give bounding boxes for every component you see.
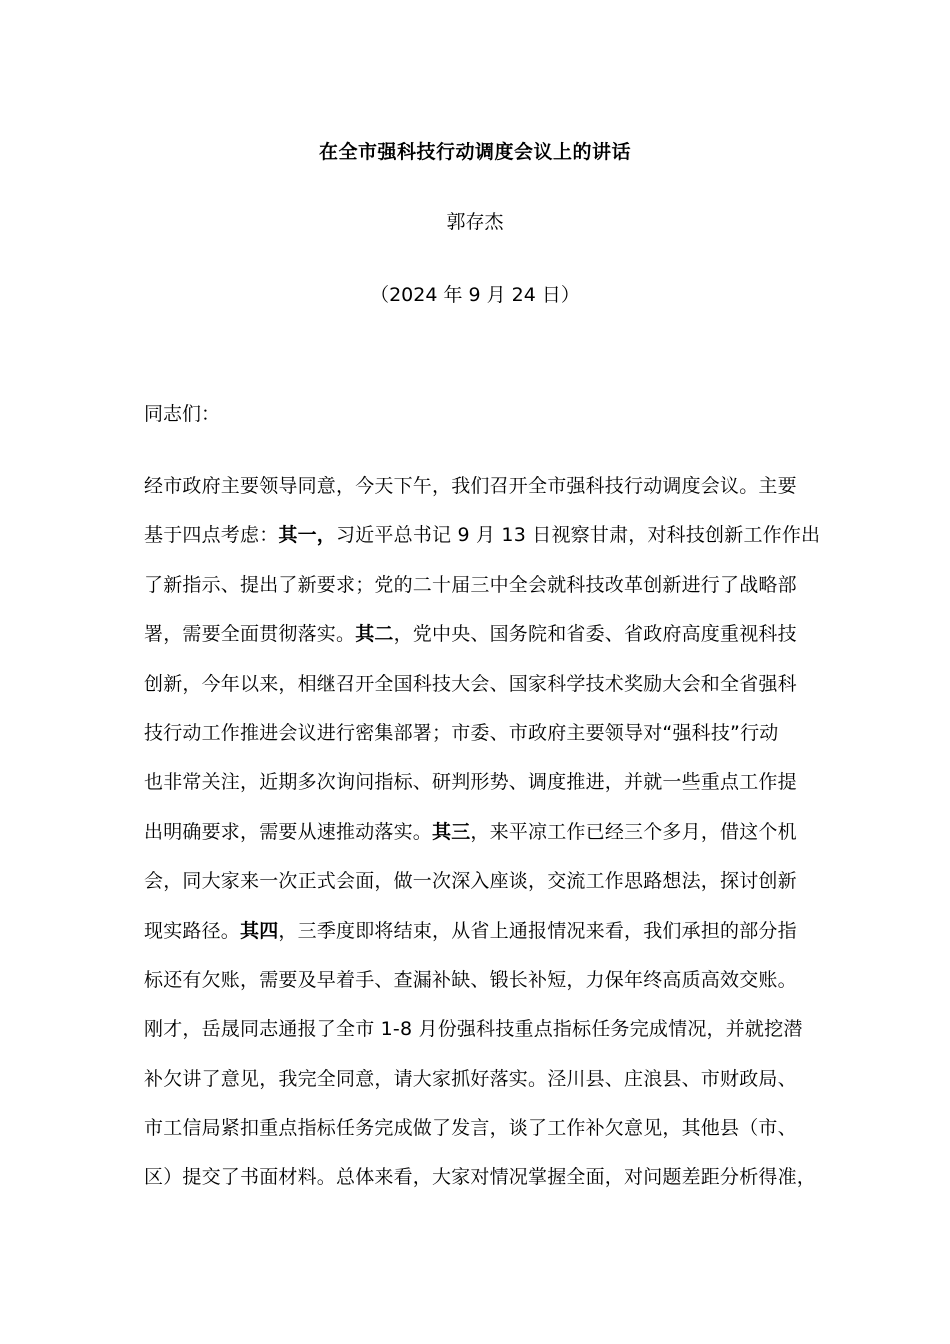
text-segment: 也非常关注，近期多次询问指标、研判形势、调度推进，并就一些重点工作提 — [144, 771, 797, 794]
text-segment: 会，同大家来一次正式会面，做一次深入座谈，交流工作思路想法，探讨创新 — [144, 870, 797, 893]
text-line — [144, 717, 806, 766]
text-line — [144, 668, 806, 717]
document-title: 在全市强科技行动调度会议上的讲话 — [318, 141, 631, 163]
text-segment: 出明确要求，需要从速推动落实。 — [144, 820, 433, 843]
text-line — [144, 1161, 817, 1210]
body-paragraph — [144, 470, 821, 1211]
text-line — [144, 1112, 806, 1161]
bold-text: 其一， — [278, 524, 337, 547]
text-segment: 习近平总书记 9 月 13 日视察甘肃，对科技创新工作作出 — [336, 524, 821, 547]
salutation: 同志们： — [144, 403, 221, 425]
text-segment: 署，需要全面贯彻落实。 — [144, 623, 356, 646]
document-date: （2024 年 9 月 24 日） — [370, 284, 580, 306]
text-segment: 市工信局紧扣重点指标任务完成做了发言，谈了工作补欠意见，其他县（市、 — [144, 1117, 797, 1140]
text-line — [144, 1063, 806, 1112]
bold-text: 其二 — [355, 623, 394, 646]
text-segment: ，三季度即将结束，从省上通报情况来看，我们承担的部分指 — [278, 919, 797, 942]
text-segment: 现实路径。 — [144, 919, 241, 942]
text-segment: 区）提交了书面材料。总体来看，大家对情况掌握全面，对问题差距分析得准， — [144, 1166, 817, 1189]
text-line — [144, 915, 806, 964]
text-line — [144, 865, 806, 914]
bold-text: 其四 — [240, 919, 279, 942]
text-segment: 基于四点考虑： — [144, 524, 279, 547]
text-line — [144, 766, 806, 815]
text-line — [144, 1013, 806, 1062]
text-segment: 技行动工作推进会议进行密集部署；市委、市政府主要领导对“强科技”行动 — [144, 721, 779, 744]
text-line — [144, 618, 806, 667]
text-segment: 了新指示、提出了新要求；党的二十届三中全会就科技改革创新进行了战略部 — [144, 573, 797, 596]
text-segment: ，党中央、国务院和省委、省政府高度重视科技 — [393, 623, 797, 646]
text-segment: 标还有欠账，需要及早着手、查漏补缺、锻长补短，力保年终高质高效交账。 — [144, 968, 797, 991]
document-author: 郭存杰 — [446, 211, 504, 233]
text-segment: 补欠讲了意见，我完全同意，请大家抓好落实。泾川县、庄浪县、市财政局、 — [144, 1067, 797, 1090]
text-line — [144, 964, 806, 1013]
bold-text: 其三 — [432, 820, 471, 843]
text-line — [144, 569, 806, 618]
text-line — [144, 470, 806, 519]
text-segment: 经市政府主要领导同意，今天下午，我们召开全市强科技行动调度会议。主要 — [144, 475, 797, 497]
text-segment: ，来平凉工作已经三个多月，借这个机 — [470, 820, 797, 843]
text-line — [144, 519, 821, 568]
text-segment: 刚才，岳晟同志通报了全市 1-8 月份强科技重点指标任务完成情况，并就挖潜 — [144, 1018, 803, 1041]
text-line — [144, 816, 806, 865]
text-segment: 创新，今年以来，相继召开全国科技大会、国家科学技术奖励大会和全省强科 — [144, 672, 797, 695]
